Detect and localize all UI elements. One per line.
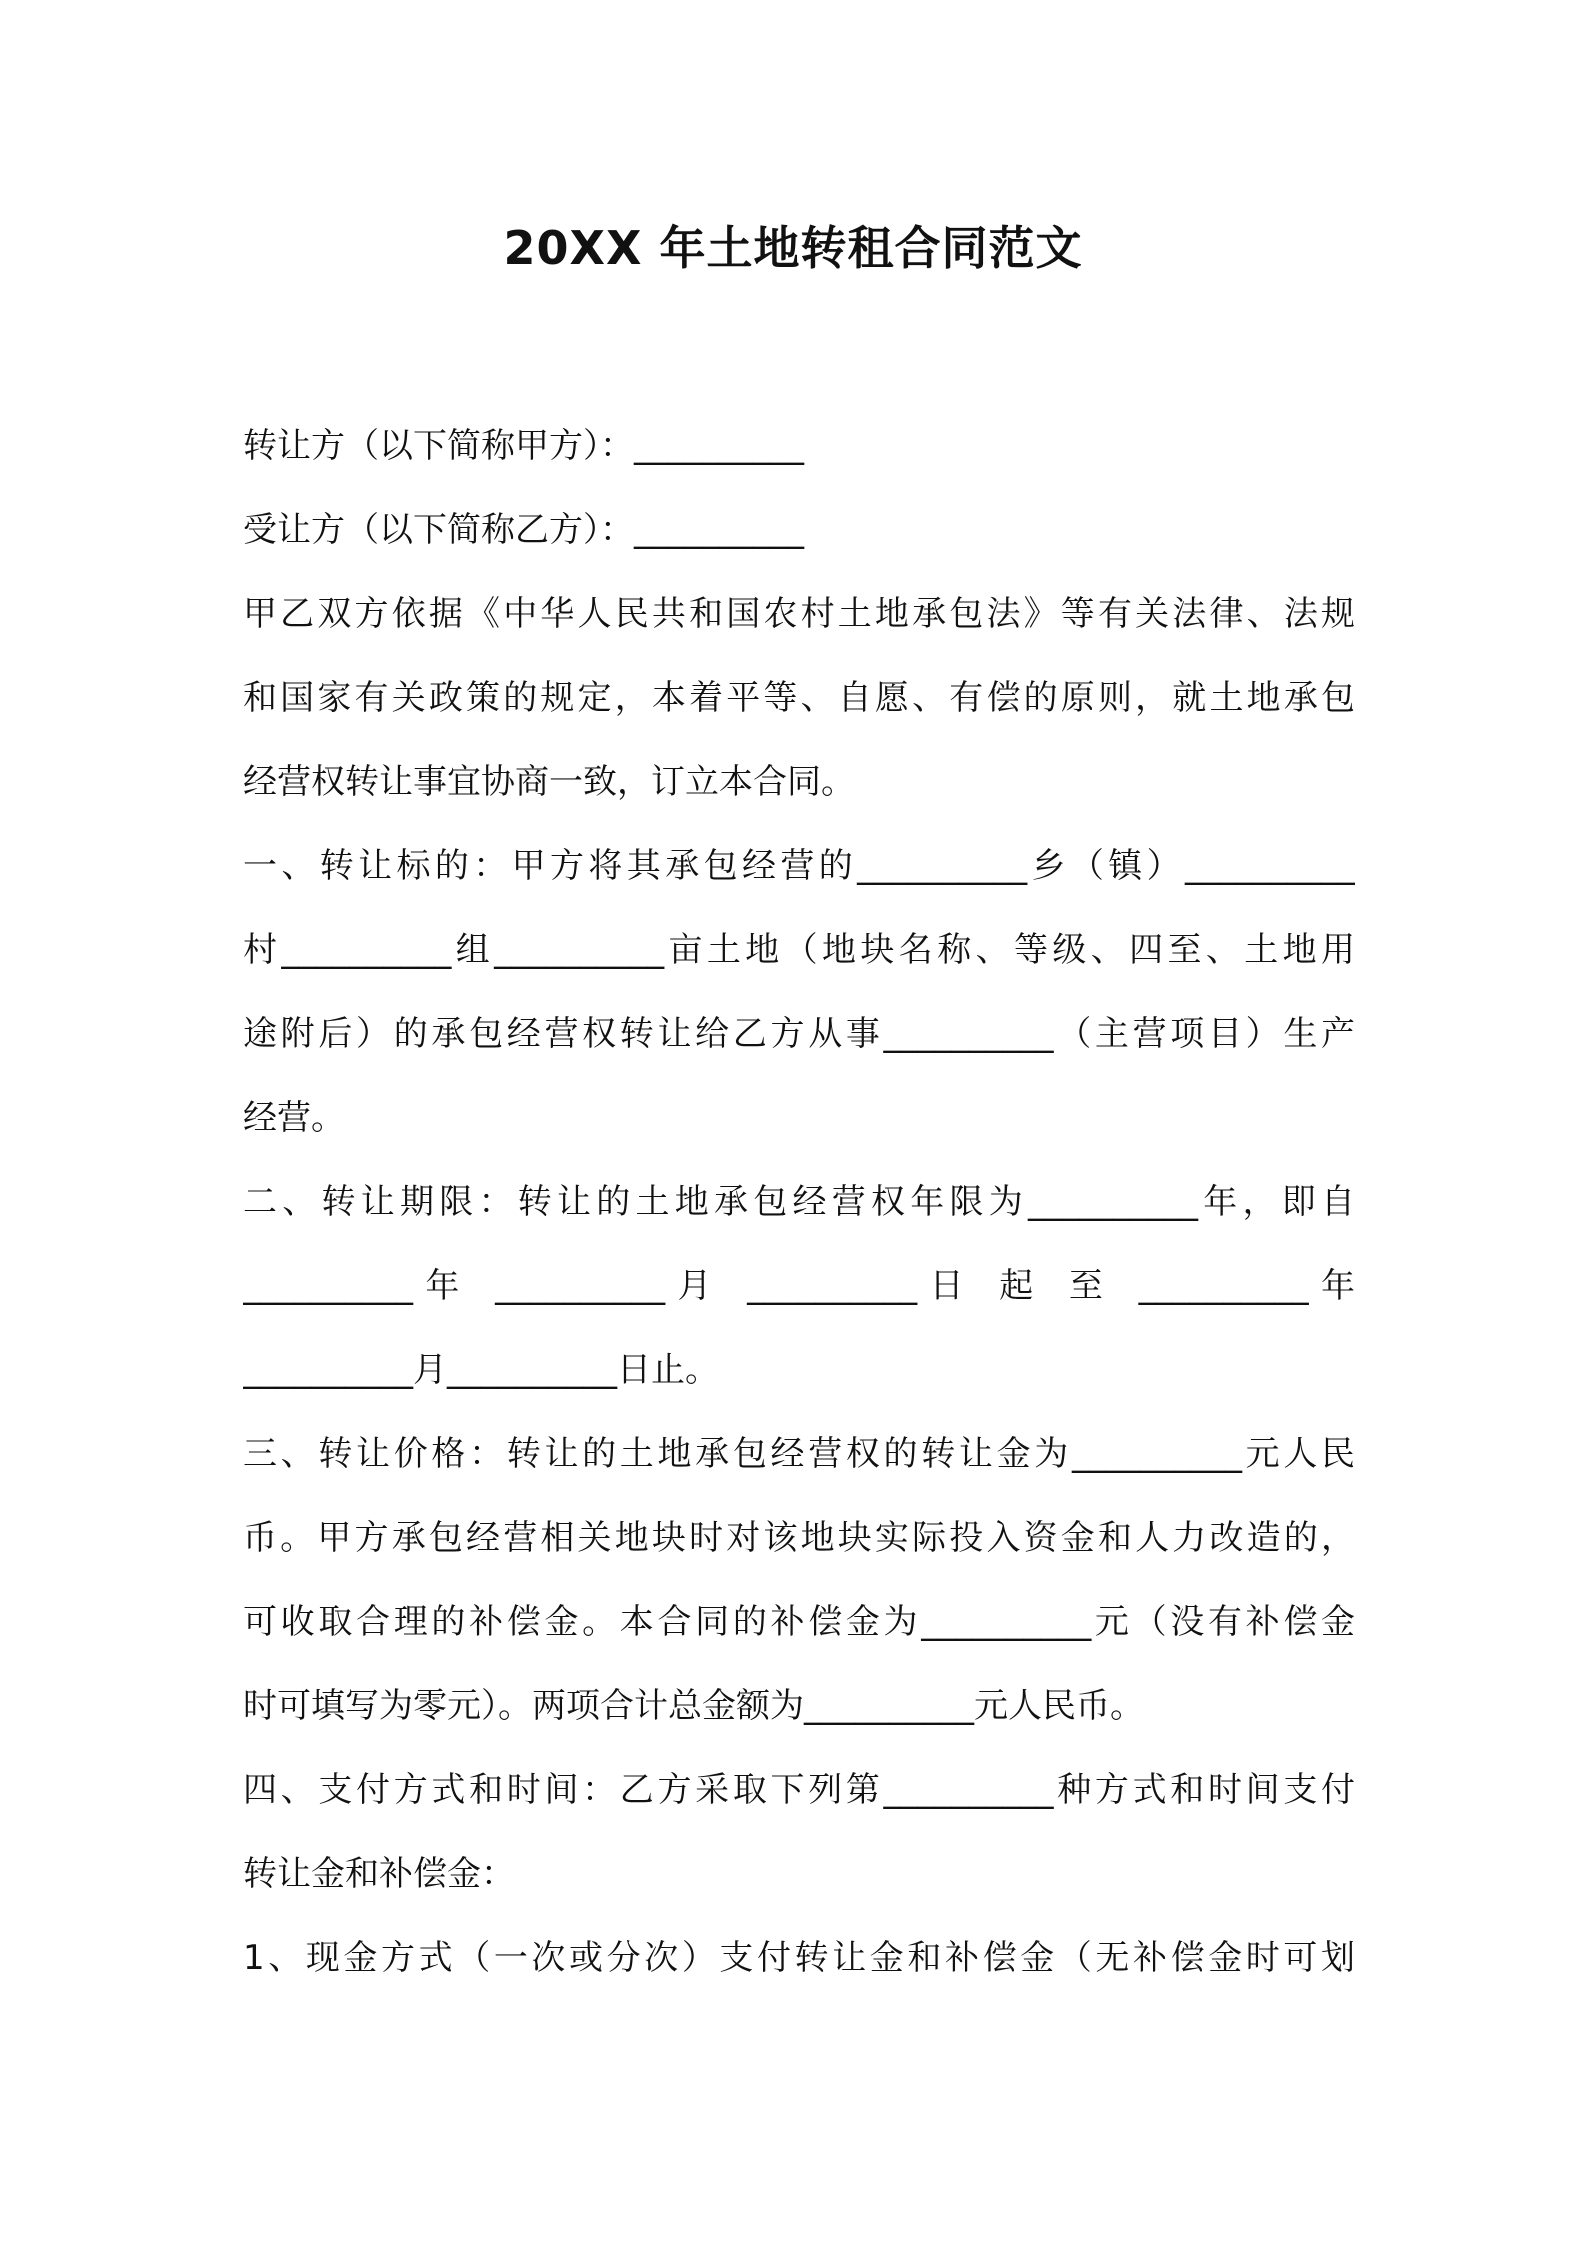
clause-2-line: __________月__________日止。 [243, 1350, 719, 1390]
clause-3-line: 三、转让价格：转让的土地承包经营权的转让金为__________元人民 [243, 1434, 1355, 1474]
preamble-line: 甲乙双方依据《中华人民共和国农村土地承包法》等有关法律、法规 [243, 594, 1355, 634]
clause-3-line: 可收取合理的补偿金。本合同的补偿金为__________元（没有补偿金 [243, 1602, 1355, 1642]
clause-1-line: 村__________组__________亩土地（地块名称、等级、四至、土地用 [243, 930, 1355, 970]
clause-2-line: __________年 __________月 __________日 起 至 __________年 [243, 1266, 1355, 1306]
preamble-line: 和国家有关政策的规定，本着平等、自愿、有偿的原则，就土地承包 [243, 678, 1355, 718]
clause-1-line: 一、转让标的：甲方将其承包经营的__________乡（镇）__________ [243, 846, 1355, 886]
document-title: 20XX 年土地转租合同范文 [503, 221, 1083, 275]
transferor-line: 转让方（以下简称甲方）：__________ [243, 426, 804, 466]
clause-4-line: 转让金和补偿金： [243, 1854, 515, 1894]
clause-1-line: 经营。 [243, 1098, 345, 1138]
clause-3-line: 币。甲方承包经营相关地块时对该地块实际投入资金和人力改造的， [243, 1518, 1355, 1558]
clause-1-line: 途附后）的承包经营权转让给乙方从事__________（主营项目）生产 [243, 1014, 1355, 1054]
document-body [243, 404, 1355, 2000]
preamble-line: 经营权转让事宜协商一致，订立本合同。 [243, 762, 855, 802]
clause-2-line: 二、转让期限：转让的土地承包经营权年限为__________年，即自 [243, 1182, 1355, 1222]
clause-4-item-1-line: 1、现金方式（一次或分次）支付转让金和补偿金（无补偿金时可划 [243, 1938, 1355, 1978]
transferee-line: 受让方（以下简称乙方）：__________ [243, 510, 804, 550]
clause-4-line: 四、支付方式和时间：乙方采取下列第__________种方式和时间支付 [243, 1770, 1355, 1810]
clause-3-line: 时可填写为零元）。两项合计总金额为__________元人民币。 [243, 1686, 1144, 1726]
